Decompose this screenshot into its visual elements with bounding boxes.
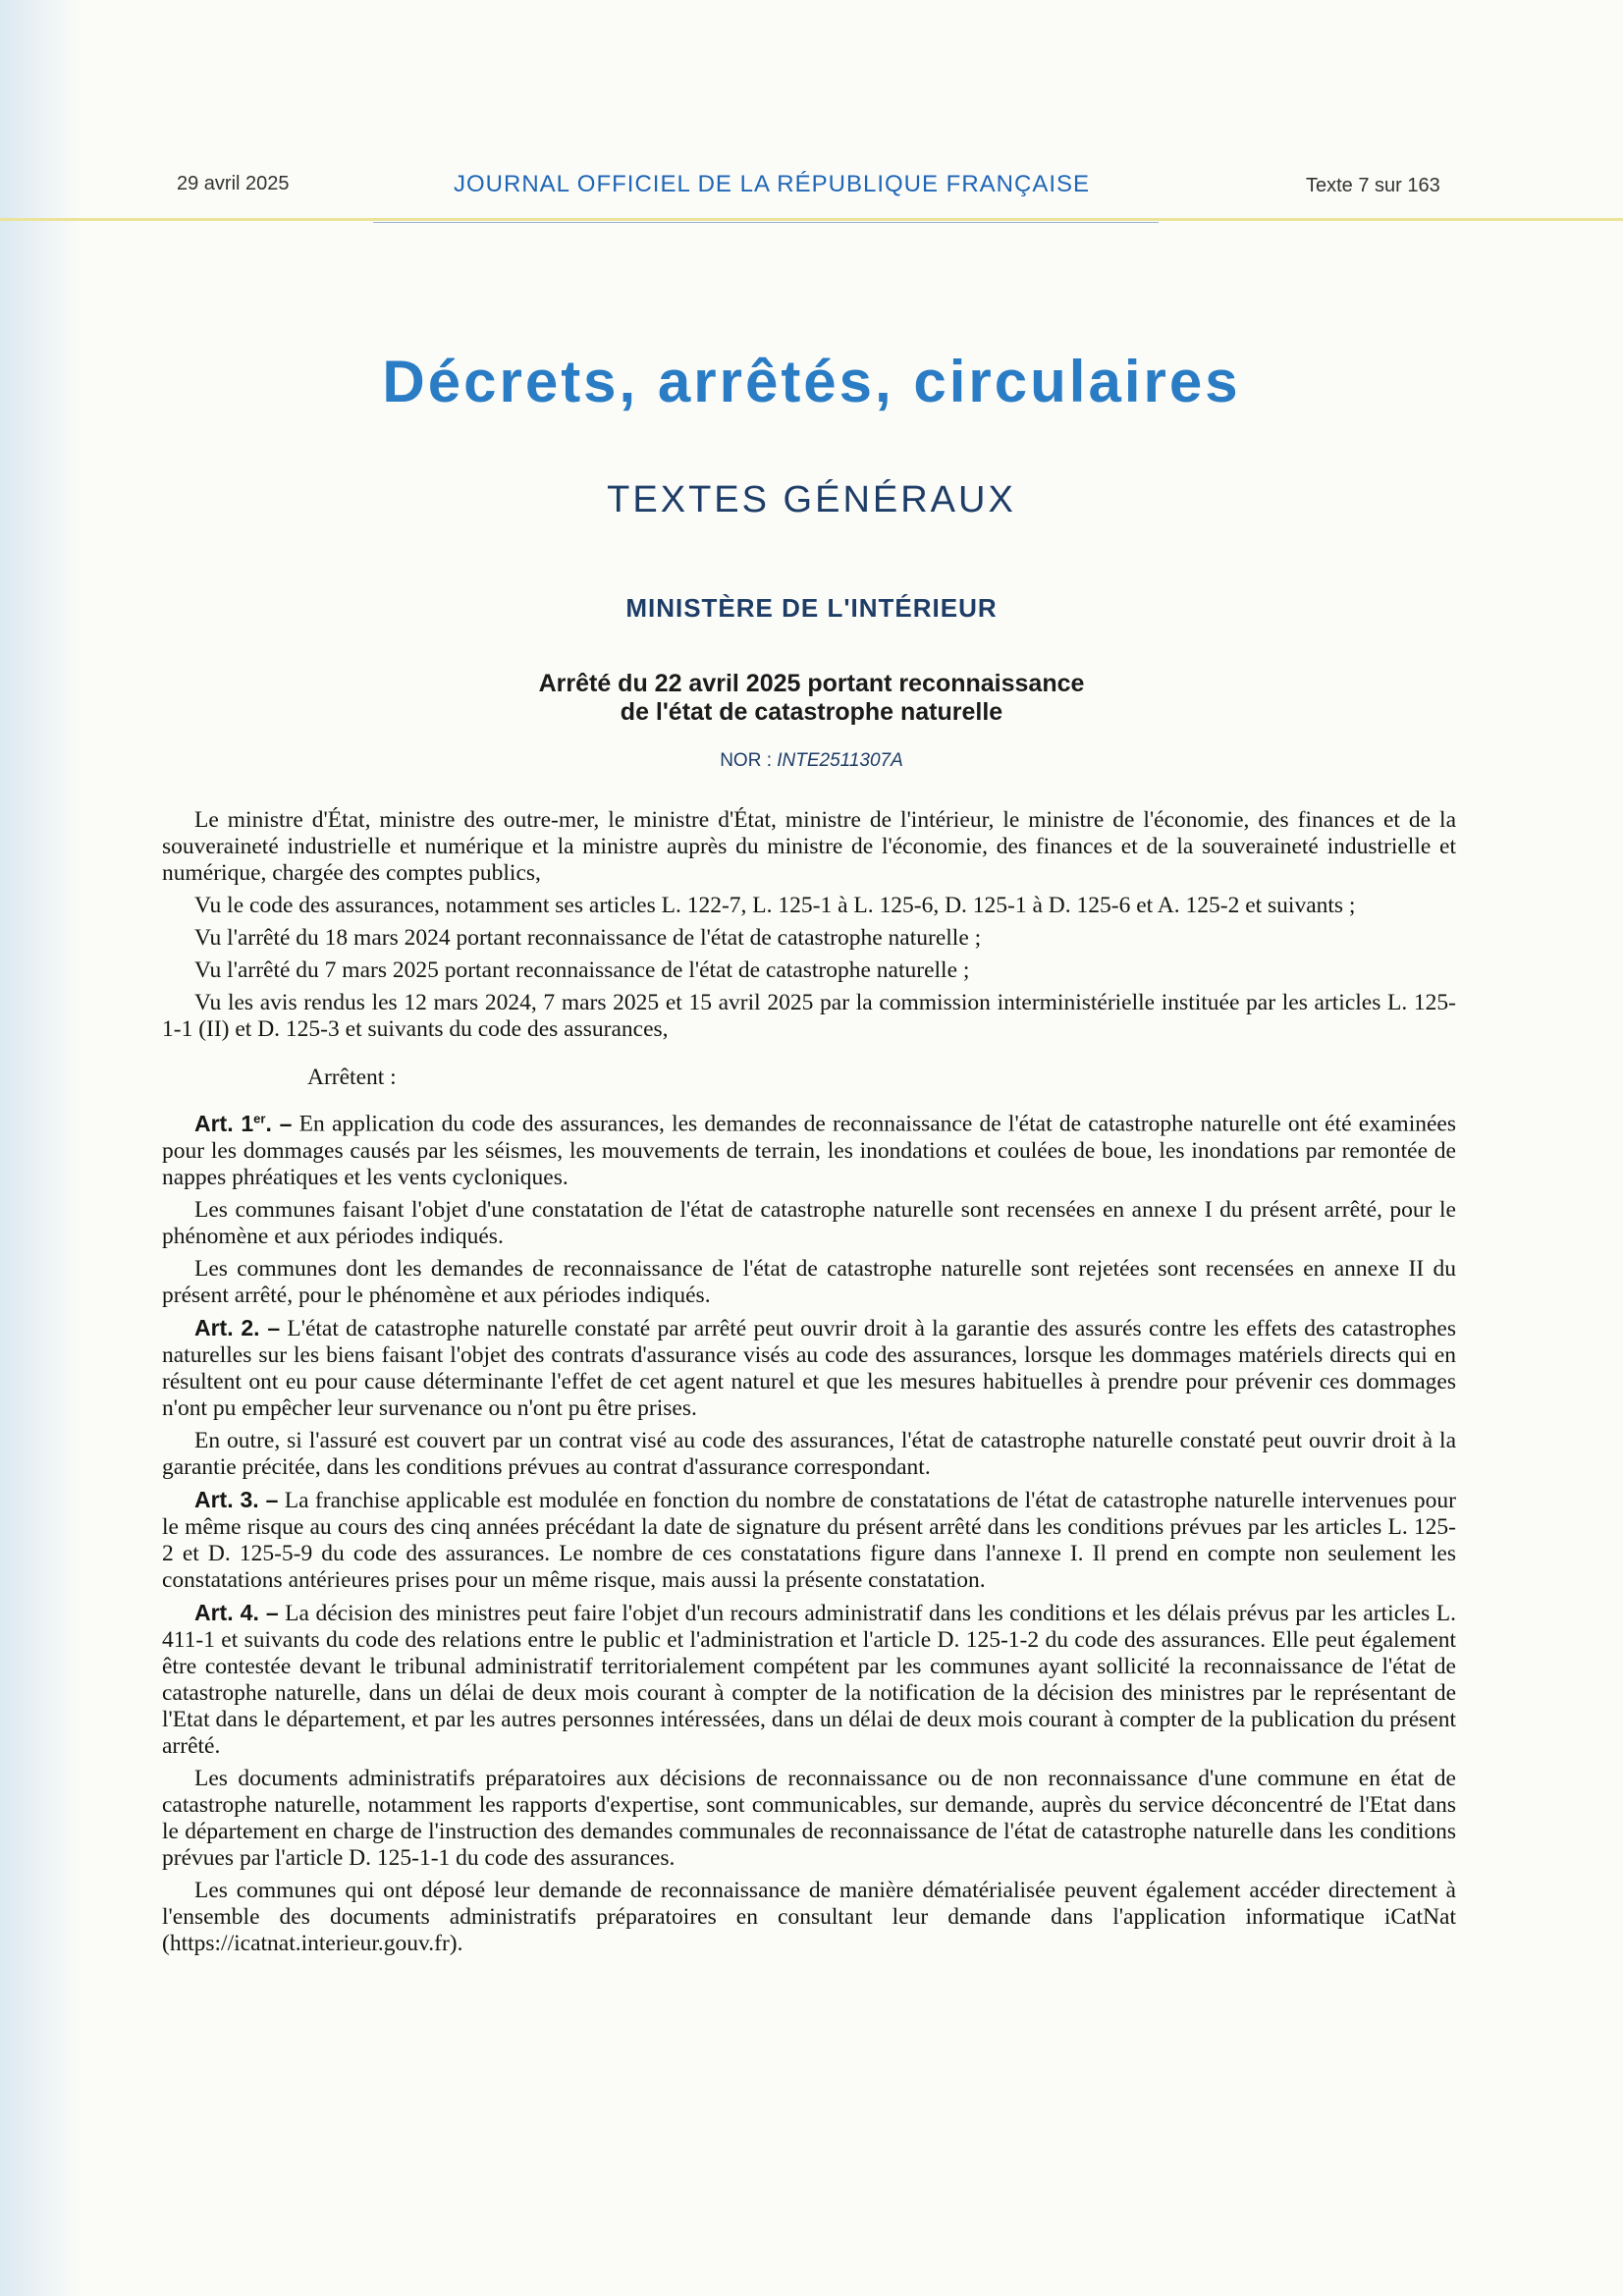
preamble-paragraph: Vu les avis rendus les 12 mars 2024, 7 mars 2025 et 15 avril 2025 par la commission interministérielle instituée par les articles L. 125-1-1 (II) et D. 125-3 et suivants du code des assurances, <box>162 990 1456 1042</box>
article-2-label: Art. 2. – <box>194 1314 281 1340</box>
header-divider <box>0 218 1623 221</box>
section-heading: Décrets, arrêtés, circulaires <box>382 349 1241 414</box>
preamble-paragraph: Vu le code des assurances, notamment ses articles L. 122-7, L. 125-1 à L. 125-6, D. 125-1 à D. 125-6 et A. 125-2 et suivants ; <box>194 893 1356 918</box>
article-4-paragraph: Les documents administratifs préparatoires aux décisions de reconnaissance ou de non reconnaissance d'une commune en état de catastrophe naturelle, notamment les rapports d'expertise, sont communicables, sur demande, auprès du service déconcentré de l'Etat dans le département en charge de l'instruction des demandes communales de reconnaissance de l'état de catastrophe naturelle dans les conditions prévues par l'article D. 125-1-1 du code des assurances. <box>162 1765 1456 1871</box>
preamble-paragraph: Vu l'arrêté du 18 mars 2024 portant reconnaissance de l'état de catastrophe naturelle ; <box>194 925 982 951</box>
article-4-paragraph: Les communes qui ont déposé leur demande de reconnaissance de manière dématérialisée peuvent également accéder directement à l'ensemble des documents administratifs préparatoires en consultant leur demande dans l'application informatique iCatNat (https://icatnat.interieur.gouv.fr). <box>162 1877 1456 1956</box>
nor-reference <box>0 750 1623 772</box>
article-3-paragraph: Art. 3. – La franchise applicable est modulée en fonction du nombre de constatations de l'état de catastrophe naturelle intervenues pour le même risque au cours des cinq années précédant la date de signature du présent arrêté dans les conditions prévues par les articles L. 125-2 et D. 125-5-9 du code des assurances. Le nombre de ces constatations figure dans l'annexe I. Il prend en compte non seulement les constatations antérieures prises pour un même risque, mais aussi la présente constatation. <box>162 1486 1456 1593</box>
publication-date: 29 avril 2025 <box>177 173 290 194</box>
decree-body <box>162 807 1456 1963</box>
decree-title-line2: de l'état de catastrophe naturelle <box>620 698 1003 726</box>
decree-title <box>0 670 1623 727</box>
article-4-label: Art. 4. – <box>194 1599 279 1625</box>
article-1-paragraph: Art. 1er. – En application du code des assurances, les demandes de reconnaissance de l'état de catastrophe naturelle ont été examinées pour les dommages causés par les séismes, les mouvements de terrain, les inondations et coulées de boue, les inondations par remontée de nappes phréatiques et les vents cycloniques. <box>162 1110 1456 1190</box>
nor-code: INTE2511307A <box>777 750 903 771</box>
article-1-label: Art. 1er. – <box>194 1110 293 1136</box>
preamble-paragraph: Vu l'arrêté du 7 mars 2025 portant reconnaissance de l'état de catastrophe naturelle ; <box>194 957 970 983</box>
preamble-paragraph: Le ministre d'État, ministre des outre-mer, le ministre d'État, ministre de l'intérieur, le ministre de l'économie, des finances et de la souveraineté industrielle et numérique et la ministre auprès du ministre de l'économie, des finances et de la souveraineté industrielle et numérique, chargée des comptes publics, <box>162 807 1456 886</box>
ministry-heading: MINISTÈRE DE L'INTÉRIEUR <box>625 593 998 623</box>
header-divider-blue <box>373 222 1159 223</box>
subsection-heading: TEXTES GÉNÉRAUX <box>607 479 1016 520</box>
article-1-paragraph: Les communes dont les demandes de reconnaissance de l'état de catastrophe naturelle sont rejetées sont recensées en annexe II du présent arrêté, pour le phénomène et aux périodes indiqués. <box>162 1255 1456 1308</box>
article-2-paragraph: En outre, si l'assuré est couvert par un contrat visé au code des assurances, l'état de catastrophe naturelle constaté peut ouvrir droit à la garantie précitée, dans les conditions prévues au contrat d'assurance correspondant. <box>162 1427 1456 1480</box>
nor-label: NOR : <box>720 750 778 771</box>
decree-title-line1: Arrêté du 22 avril 2025 portant reconnaissance <box>538 670 1085 697</box>
page-reference: Texte 7 sur 163 <box>1306 175 1440 196</box>
journal-title: JOURNAL OFFICIEL DE LA RÉPUBLIQUE FRANÇAISE <box>454 171 1091 197</box>
article-1-paragraph: Les communes faisant l'objet d'une constatation de l'état de catastrophe naturelle sont recensées en annexe I du présent arrêté, pour le phénomène et aux périodes indiqués. <box>162 1196 1456 1249</box>
article-4-paragraph: Art. 4. – La décision des ministres peut faire l'objet d'un recours administratif dans les conditions et les délais prévus par les articles L. 411-1 et suivants du code des relations entre le public et l'administration et l'article D. 125-1-2 du code des assurances. Elle peut également être contestée devant le tribunal administratif territorialement compétent par les communes ayant sollicité la reconnaissance de l'état de catastrophe naturelle, dans un délai de deux mois courant à compter de la notification de la décision des ministres par le représentant de l'Etat dans le département, et par les autres personnes intéressées, dans un délai de deux mois courant à compter de la publication du présent arrêté. <box>162 1599 1456 1759</box>
page-header <box>0 173 1623 202</box>
article-2-paragraph: Art. 2. – L'état de catastrophe naturelle constaté par arrêté peut ouvrir droit à la garantie des assurés contre les effets des catastrophes naturelles sur les biens faisant l'objet des contrats d'assurance visés au code des assurances, lorsque les dommages matériels directs qui en résultent ont eu pour cause déterminante l'effet de cet agent naturel et que les mesures habituelles à prendre pour prévenir ces dommages n'ont pu empêcher leur survenance ou n'ont pu être prises. <box>162 1314 1456 1421</box>
arretent-line: Arrêtent : <box>307 1065 397 1090</box>
scan-edge-tint <box>0 0 79 2296</box>
article-3-label: Art. 3. – <box>194 1486 279 1512</box>
